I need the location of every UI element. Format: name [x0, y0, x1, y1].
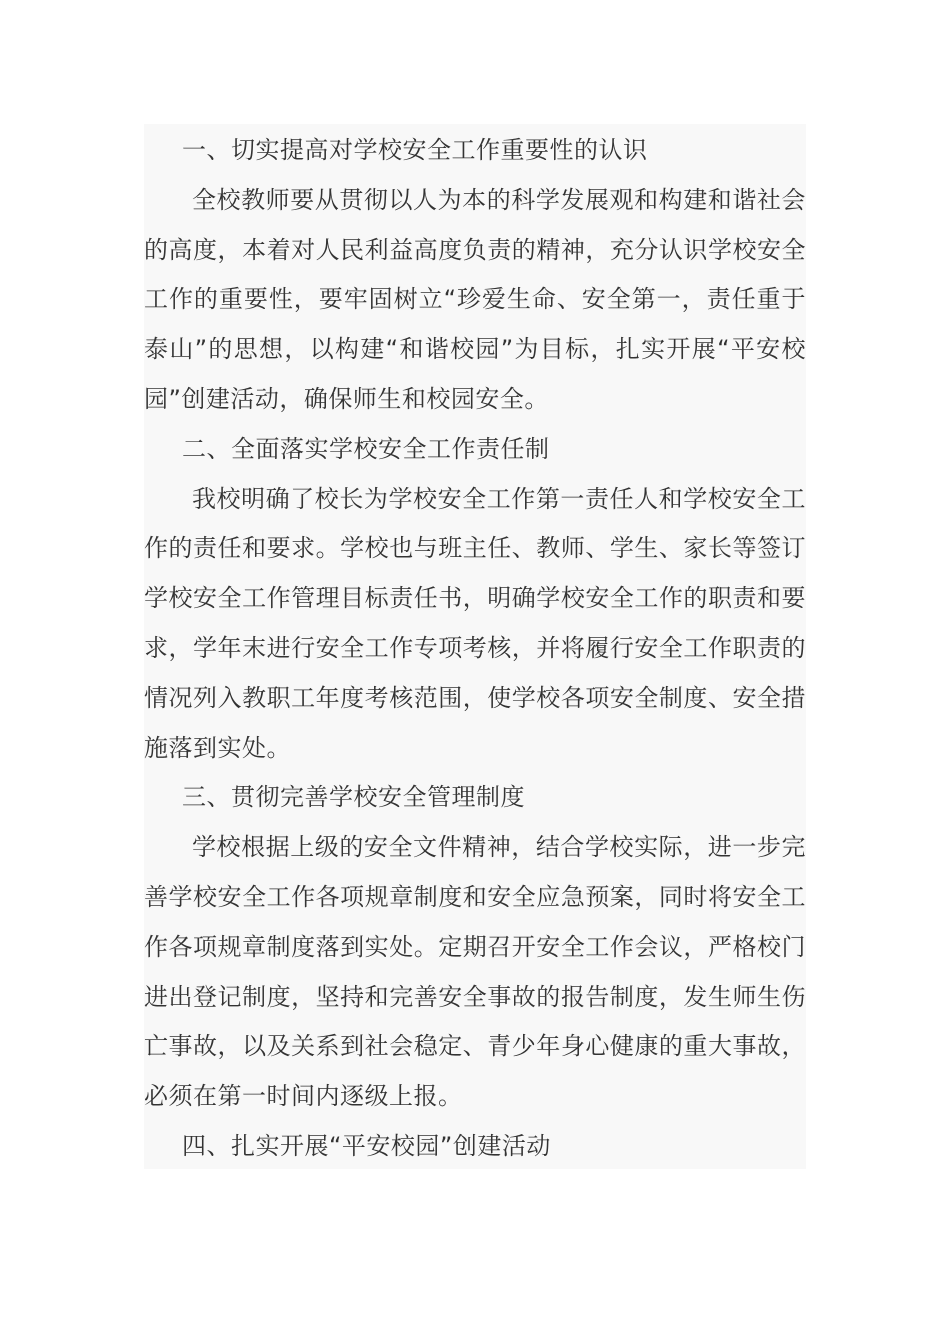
body-paragraph-1: 全校教师要从贯彻以人为本的科学发展观和构建和谐社会的高度，本着对人民利益高度负责的精神，充分认识学校安全工作的重要性，要牢固树立“珍爱生命、安全第一，责任重于泰山”的思想，以构建“和谐校园”为目标，扎实开展“平安校园”创建活动，确保师生和校园安全。	[144, 185, 806, 413]
body-paragraph-2: 我校明确了校长为学校安全工作第一责任人和学校安全工作的责任和要求。学校也与班主任、教师、学生、家长等签订学校安全工作管理目标责任书，明确学校安全工作的职责和要求，学年末进行安全工作专项考核，并将履行安全工作职责的情况列入教职工年度考核范围，使学校各项安全制度、安全措施落到实处。	[144, 484, 806, 762]
section-heading-2: 二、全面落实学校安全工作责任制	[182, 434, 550, 463]
document-text-block	[144, 124, 806, 1169]
body-paragraph-3: 学校根据上级的安全文件精神，结合学校实际，进一步完善学校安全工作各项规章制度和安全应急预案，同时将安全工作各项规章制度落到实处。定期召开安全工作会议，严格校门进出登记制度，坚持和完善安全事故的报告制度，发生师生伤亡事故，以及关系到社会稳定、青少年身心健康的重大事故，必须在第一时间内逐级上报。	[144, 833, 806, 1111]
section-heading-1: 一、切实提高对学校安全工作重要性的认识	[182, 136, 648, 164]
section-heading-3: 三、贯彻完善学校安全管理制度	[182, 783, 525, 812]
section-heading-4: 四、扎实开展“平安校园”创建活动	[182, 1131, 551, 1160]
